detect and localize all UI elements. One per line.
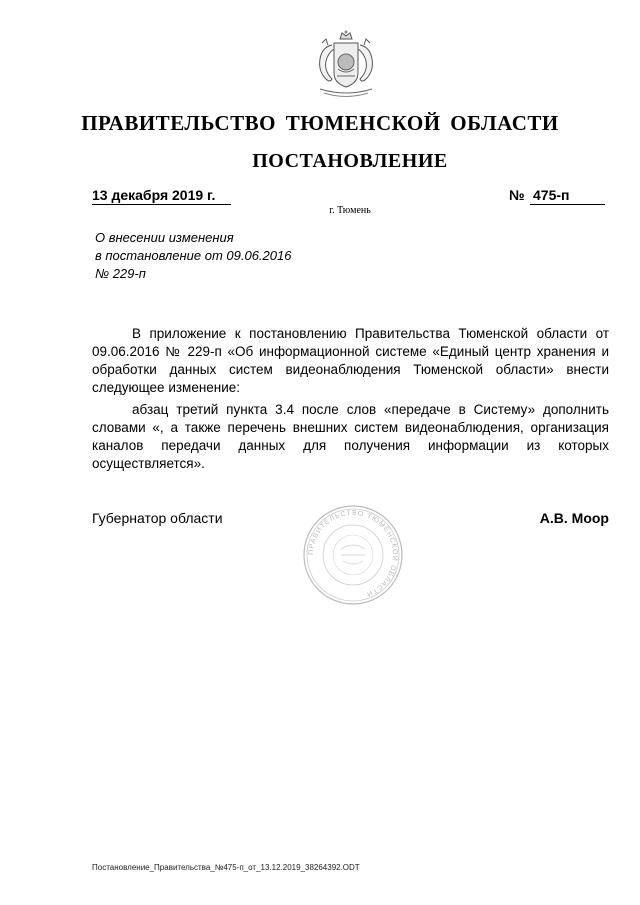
signatory-name: А.В. Моор (539, 510, 609, 526)
document-type: ПОСТАНОВЛЕНИЕ (252, 150, 448, 172)
document-date: 13 декабря 2019 г. (92, 187, 231, 205)
seal-text: ПРАВИТЕЛЬСТВО ТЮМЕНСКОЙ ОБЛАСТИ (307, 509, 399, 598)
document-subject (95, 229, 291, 283)
government-title: ПРАВИТЕЛЬСТВО ТЮМЕНСКОЙ ОБЛАСТИ (81, 111, 559, 135)
document-number-field (530, 187, 605, 205)
document-city: г. Тюмень (329, 205, 371, 216)
number-sign: № (509, 187, 525, 203)
footer-filename: Постановление_Правительства_№475-п_от_13.12.2019_38264392.ODT (92, 863, 360, 872)
subject-line: № 229-п (95, 266, 146, 281)
signature-block (92, 510, 609, 530)
subject-line: в постановление от 09.06.2016 (95, 248, 292, 263)
body-paragraph: В приложение к постановлению Правительства Тюменской области от 09.06.2016 № 229-п «Об информационной системе «Единый центр хранения и обработки данных систем видеонаблюдения Тюменской области» внести следующее изменение: (92, 326, 609, 395)
body-paragraph: абзац третий пункта 3.4 после слов «передаче в Систему» дополнить словами «, а также перечень внешних систем видеонаблюдения, организация каналов передачи данных для получения информации из которых осуществляется». (92, 402, 609, 471)
document-body (92, 325, 609, 477)
signatory-position: Губернатор области (92, 510, 223, 526)
document-number: 475-п (533, 187, 570, 203)
coat-of-arms-icon (304, 29, 388, 101)
subject-line: О внесении изменения (95, 230, 234, 245)
